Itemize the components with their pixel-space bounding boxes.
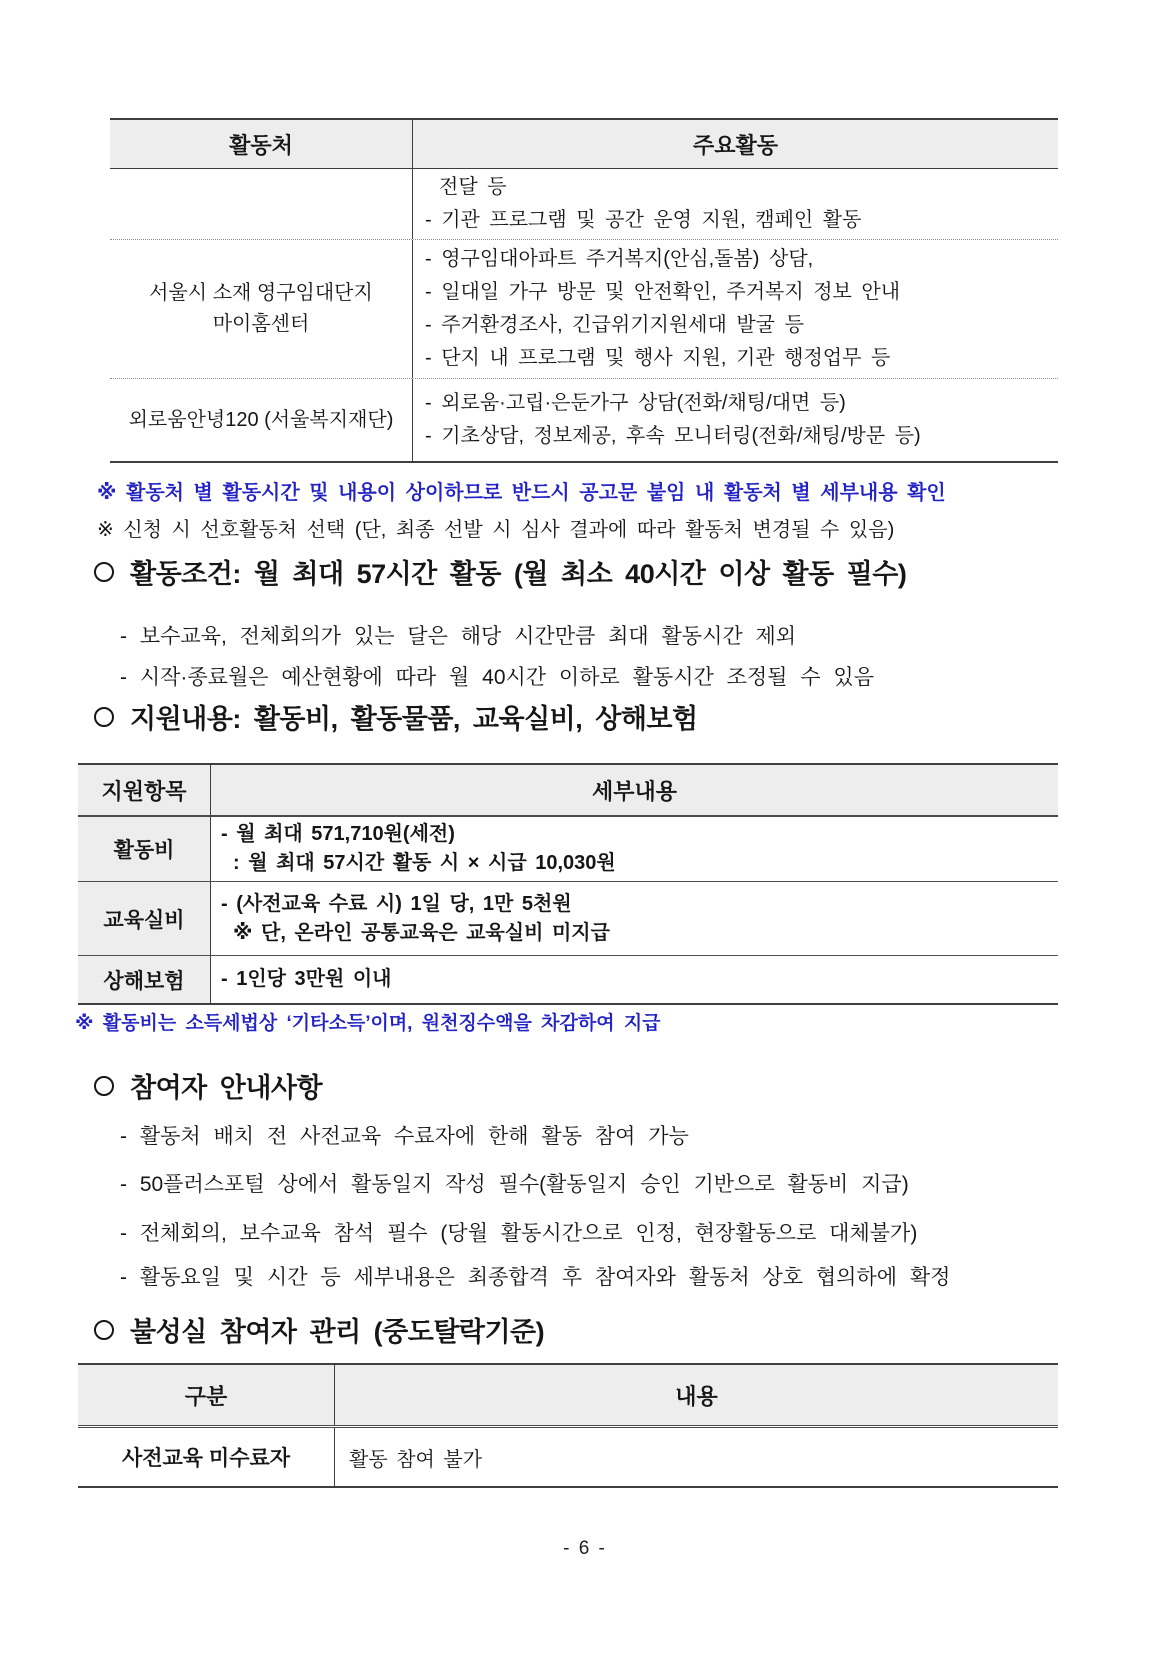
- category-content: 활동 참여 불가: [349, 1448, 483, 1471]
- circle-bullet-icon: [94, 1076, 114, 1096]
- note-check-details: ※ 활동처 별 활동시간 및 내용이 상이하므로 반드시 공고문 붙임 내 활동처 별 세부내용 확인: [97, 482, 946, 504]
- participant-info-item: - 전체회의, 보수교육 참석 필수 (당월 활동시간으로 인정, 현장활동으로 대체불가): [120, 1222, 918, 1245]
- activities-cell: [413, 169, 1058, 239]
- section-heading-text: 참여자 안내사항: [130, 1073, 323, 1103]
- section-heading-conditions: [94, 552, 906, 591]
- condition-item: - 보수교육, 전체회의가 있는 달은 해당 시간만큼 최대 활동시간 제외: [120, 625, 797, 648]
- table-row-education-fee: [78, 881, 1058, 955]
- activity-line: - 기관 프로그램 및 공간 운영 지원, 캠페인 활동: [425, 209, 862, 231]
- item-label: 활동비: [78, 817, 211, 881]
- activities-cell: [413, 240, 1058, 378]
- activity-line: - 단지 내 프로그램 및 행사 지원, 기관 행정업무 등: [425, 347, 891, 369]
- circle-bullet-icon: [94, 562, 114, 582]
- section-heading-support: [94, 697, 698, 736]
- activity-line: - 영구임대아파트 주거복지(안심,돌봄) 상담,: [425, 248, 814, 270]
- detail-line: : 월 최대 57시간 활동 시 × 시급 10,030원: [233, 852, 616, 874]
- activity-line: - 외로움·고립·은둔가구 상담(전화/채팅/대면 등): [425, 392, 846, 414]
- participant-info-item: - 활동처 배치 전 사전교육 수료자에 한해 활동 참여 가능: [120, 1125, 689, 1148]
- table-header-row: [110, 120, 1058, 169]
- table-row: [110, 378, 1058, 461]
- participant-info-item: - 활동요일 및 시간 등 세부내용은 최종합격 후 참여자와 활동처 상호 협의하에 확정: [120, 1266, 951, 1289]
- place-name-line: 마이홈센터: [212, 313, 310, 335]
- place-name-line: 서울시 소재 영구임대단지: [149, 282, 373, 304]
- table-row-incomplete-training: [78, 1428, 1058, 1486]
- column-header-content: 내용: [335, 1365, 1058, 1425]
- column-header-place: 활동처: [110, 120, 413, 168]
- item-detail: [211, 882, 1058, 955]
- place-cell: [110, 379, 413, 461]
- item-detail: [211, 956, 1058, 1003]
- detail-line: ※ 단, 온라인 공통교육은 교육실비 미지급: [233, 921, 610, 944]
- support-items-table: [78, 763, 1058, 1005]
- detail-line: - (사전교육 수료 시) 1일 당, 1만 5천원: [221, 892, 572, 915]
- participant-info-item: - 50플러스포털 상에서 활동일지 작성 필수(활동일지 승인 기반으로 활동비 지급): [120, 1173, 909, 1196]
- column-header-category: 구분: [78, 1365, 335, 1425]
- circle-bullet-icon: [94, 1320, 114, 1340]
- note-preferred-place: ※ 신청 시 선호활동처 선택 (단, 최종 선발 시 심사 결과에 따라 활동처 변경될 수 있음): [97, 519, 895, 541]
- table-row-activity-fee: [78, 817, 1058, 881]
- activity-line: - 일대일 가구 방문 및 안전확인, 주거복지 정보 안내: [425, 281, 901, 303]
- table-header-row: [78, 1365, 1058, 1428]
- table-header-row: [78, 765, 1058, 817]
- section-heading-text: 활동조건: 월 최대 57시간 활동 (월 최소 40시간 이상 활동 필수): [130, 559, 907, 589]
- detail-line: - 월 최대 571,710원(세전): [221, 823, 455, 845]
- table-row: [110, 239, 1058, 378]
- item-label: 교육실비: [78, 882, 211, 955]
- item-label: 상해보험: [78, 956, 211, 1003]
- dropout-criteria-table: [78, 1363, 1058, 1488]
- column-header-item: 지원항목: [78, 765, 211, 815]
- section-heading-management: [94, 1310, 544, 1349]
- section-heading-participant-info: [94, 1066, 322, 1105]
- column-header-activities: 주요활동: [413, 120, 1058, 168]
- activity-line: - 주거환경조사, 긴급위기지원세대 발굴 등: [425, 314, 804, 336]
- table-row: [110, 169, 1058, 239]
- note-tax-withholding: ※ 활동비는 소득세법상 ‘기타소득’이며, 원천징수액을 차감하여 지급: [75, 1013, 661, 1034]
- circle-bullet-icon: [94, 707, 114, 727]
- item-detail: [211, 817, 1058, 881]
- detail-line: - 1인당 3만원 이내: [221, 968, 392, 990]
- section-heading-text: 불성실 참여자 관리 (중도탈락기준): [130, 1317, 545, 1347]
- place-cell-empty: [110, 169, 413, 239]
- activity-line: - 기초상담, 정보제공, 후속 모니터링(전화/채팅/방문 등): [425, 425, 921, 447]
- activity-line: 전달 등: [439, 176, 507, 198]
- section-heading-text: 지원내용: 활동비, 활동물품, 교육실비, 상해보험: [130, 704, 698, 734]
- place-cell: [110, 240, 413, 378]
- place-name-line: 외로움안녕120 (서울복지재단): [128, 408, 394, 431]
- category-label: 사전교육 미수료자: [78, 1428, 335, 1486]
- column-header-detail: 세부내용: [211, 765, 1058, 815]
- activity-places-table: [110, 118, 1058, 463]
- table-row-insurance: [78, 955, 1058, 1003]
- condition-item: - 시작·종료월은 예산현황에 따라 월 40시간 이하로 활동시간 조정될 수 있음: [120, 666, 874, 689]
- page-number: - 6 -: [563, 1538, 607, 1559]
- activities-cell: [413, 379, 1058, 461]
